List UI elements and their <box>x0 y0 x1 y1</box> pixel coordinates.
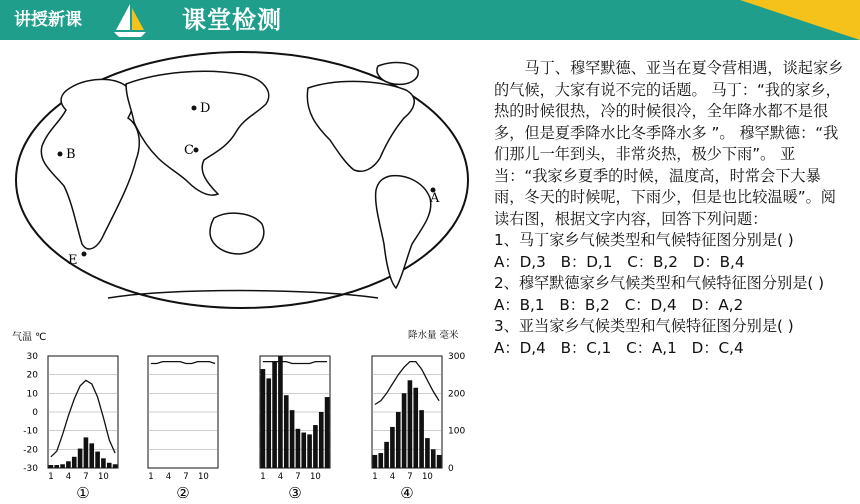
precip-bar <box>278 356 283 468</box>
precip-bar <box>378 453 383 468</box>
month-tick-label: 4 <box>389 472 396 482</box>
q3-option-b: B：C,1 <box>560 338 612 357</box>
question-panel <box>494 58 844 359</box>
q2-option-a: A：B,1 <box>494 295 545 314</box>
precip-bar <box>72 457 77 468</box>
precip-tick-label: 100 <box>448 426 466 437</box>
month-tick-label: 7 <box>407 472 413 482</box>
q1-option-a: A：D,3 <box>494 252 546 271</box>
month-tick-label: 4 <box>65 472 72 482</box>
precip-bar <box>113 464 118 468</box>
temp-tick-label: 10 <box>26 389 38 400</box>
month-tick-label: 7 <box>183 472 189 482</box>
q1-option-b: B：D,1 <box>560 252 613 271</box>
precip-bar <box>396 412 401 468</box>
precip-bar <box>384 442 389 468</box>
temp-tick-label: -20 <box>23 445 38 456</box>
precip-bar <box>408 380 413 468</box>
precip-bar <box>266 378 271 468</box>
precip-tick-label: 0 <box>448 464 454 474</box>
question-3: 3、亚当家乡气候类型和气候特征图分别是( ) <box>494 317 794 335</box>
month-tick-label: 1 <box>372 472 378 482</box>
sailboat-icon <box>110 2 150 38</box>
month-tick-label: 10 <box>198 472 209 482</box>
precip-bar <box>319 412 324 468</box>
month-tick-label: 10 <box>422 472 433 482</box>
month-tick-label: 7 <box>295 472 301 482</box>
header-bar <box>0 0 860 40</box>
page-title: 课堂检测 <box>182 6 282 34</box>
question-2-options <box>494 295 844 317</box>
chart-label: ② <box>176 484 190 502</box>
temp-tick-label: 30 <box>26 352 38 362</box>
q1-option-d: D：B,4 <box>692 252 745 271</box>
q2-option-d: D：A,2 <box>691 295 744 314</box>
precip-bar <box>284 395 289 468</box>
map-point-d: D <box>200 101 211 116</box>
question-1-options <box>494 252 844 274</box>
precip-tick-label: 200 <box>448 389 466 400</box>
precip-bar <box>419 410 424 468</box>
question-3-options <box>494 338 844 360</box>
month-tick-label: 1 <box>48 472 54 482</box>
precip-bar <box>373 455 378 468</box>
month-tick-label: 10 <box>98 472 109 482</box>
precip-bar <box>425 438 430 468</box>
map-point-e: E <box>68 253 78 268</box>
temp-axis-label: 气温 ℃ <box>12 332 47 343</box>
precip-bar <box>261 369 266 468</box>
precip-bar <box>78 449 83 468</box>
temp-curve <box>151 362 215 364</box>
precip-bar <box>84 437 89 468</box>
world-map <box>8 48 476 318</box>
q1-option-c: C：B,2 <box>627 252 678 271</box>
precip-bar <box>290 410 295 468</box>
temp-tick-label: -30 <box>23 464 38 474</box>
temp-curve <box>375 362 439 405</box>
precip-bar <box>107 463 112 468</box>
month-tick-label: 1 <box>148 472 154 482</box>
question-1: 1、马丁家乡气候类型和气候特征图分别是( ) <box>494 231 794 249</box>
precip-bar <box>402 393 407 468</box>
precip-bar <box>101 458 106 468</box>
section-tag: 讲授新课 <box>14 10 82 30</box>
temp-tick-label: -10 <box>23 426 38 437</box>
precip-tick-label: 300 <box>448 352 466 362</box>
map-australia <box>210 213 264 254</box>
map-point-c: C <box>184 143 194 158</box>
chart-label: ① <box>76 484 90 502</box>
q2-option-c: C：D,4 <box>624 295 677 314</box>
q3-option-c: C：A,1 <box>626 338 677 357</box>
precip-bar <box>390 427 395 468</box>
precip-bar <box>60 464 65 468</box>
temp-tick-label: 0 <box>32 408 38 418</box>
precip-bar <box>413 388 418 468</box>
climate-charts <box>8 328 476 504</box>
precip-bar <box>313 425 318 468</box>
precip-bar <box>49 465 54 468</box>
precip-bar <box>301 433 306 468</box>
precip-bar <box>66 461 71 468</box>
month-tick-label: 7 <box>83 472 89 482</box>
precip-bar <box>272 362 277 468</box>
temp-tick-label: 20 <box>26 370 38 381</box>
month-tick-label: 10 <box>310 472 321 482</box>
q3-option-a: A：D,4 <box>494 338 546 357</box>
month-tick-label: 4 <box>165 472 172 482</box>
slide-body <box>0 40 860 502</box>
corner-accent <box>740 0 860 40</box>
precip-bar <box>89 443 94 468</box>
month-tick-label: 1 <box>260 472 266 482</box>
question-intro: 马丁、穆罕默德、亚当在夏令营相遇，谈起家乡的气候，大家有说不完的话题。 马丁：“我的家乡，热的时候很热，冷的时候很冷，全年降水都不是很多，但是夏季降水比冬季降水多 ”。 穆罕默德：“我们那儿一年到头，非常炎热，极少下雨”。 亚当：“我家乡夏季的时候，温度高，时常会下大暴雨，冬天的时候呢，下雨少，但是也比较温暖”。阅读右图，根据文字内容，回答下列问题： <box>494 59 844 228</box>
map-point-a: A <box>430 191 440 206</box>
precip-bar <box>95 452 100 468</box>
precip-bar <box>431 449 436 468</box>
chart-label: ③ <box>288 484 302 502</box>
q3-option-d: D：C,4 <box>691 338 744 357</box>
q2-option-b: B：B,2 <box>559 295 610 314</box>
precip-bar <box>437 455 442 468</box>
precip-bar <box>54 465 59 468</box>
chart-label: ④ <box>400 484 414 502</box>
question-2: 2、穆罕默德家乡气候类型和气候特征图分别是( ) <box>494 274 825 292</box>
precip-bar <box>296 429 301 468</box>
map-point-b: B <box>66 147 76 162</box>
month-tick-label: 4 <box>277 472 284 482</box>
precip-axis-label: 降水量 毫米 <box>408 330 459 341</box>
precip-bar <box>307 434 312 468</box>
temp-curve <box>51 380 115 457</box>
precip-bar <box>325 397 330 468</box>
